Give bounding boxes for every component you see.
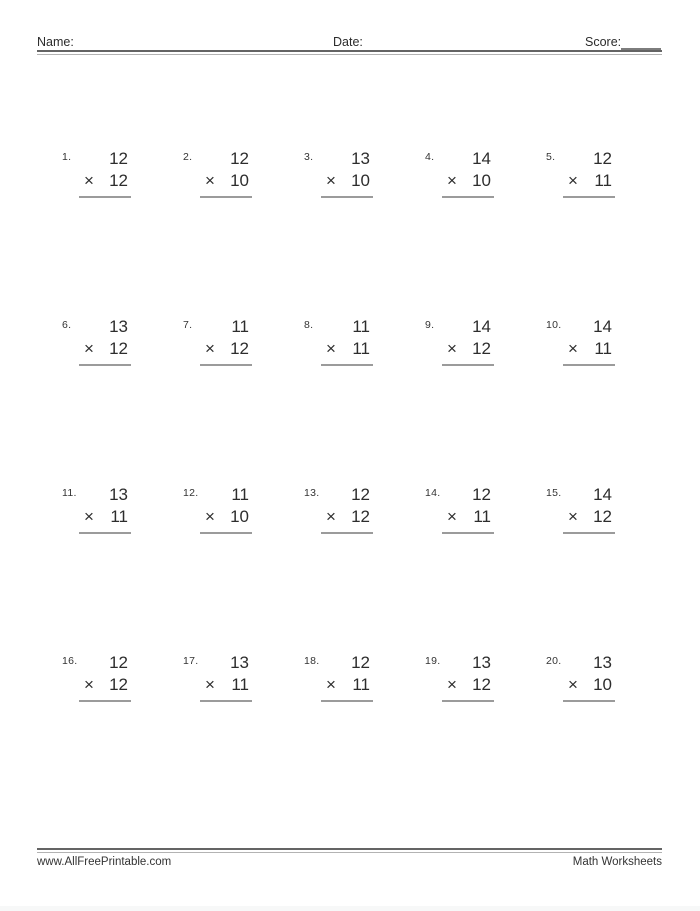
multiply-sign: × <box>447 507 457 526</box>
multiply-sign: × <box>447 339 457 358</box>
multiplier: 12 <box>472 675 491 694</box>
problem <box>62 652 183 820</box>
problem <box>304 484 425 652</box>
multiplier: 12 <box>109 675 128 694</box>
problem-number: 2. <box>183 151 193 163</box>
multiplier: 10 <box>593 675 612 694</box>
problem-number: 1. <box>62 151 72 163</box>
name-label: Name: <box>37 35 74 49</box>
multiply-sign: × <box>326 171 336 190</box>
problem-stack <box>321 484 373 534</box>
problem-stack <box>563 148 615 198</box>
problem-stack <box>79 316 131 366</box>
multiplicand: 12 <box>351 485 370 504</box>
multiplier: 10 <box>230 171 249 190</box>
multiplier: 12 <box>593 507 612 526</box>
problem-stack <box>321 316 373 366</box>
multiplier: 12 <box>472 339 491 358</box>
problem-stack <box>79 652 131 702</box>
multiply-sign: × <box>568 339 578 358</box>
footer-category: Math Worksheets <box>572 856 662 868</box>
problem-stack <box>321 148 373 198</box>
problem <box>425 484 546 652</box>
problem-number: 8. <box>304 319 314 331</box>
multiply-sign: × <box>84 675 94 694</box>
problem <box>425 652 546 820</box>
problem-stack <box>200 652 252 702</box>
multiplicand: 11 <box>352 317 370 336</box>
problem <box>183 148 304 316</box>
multiply-sign: × <box>205 339 215 358</box>
problem <box>546 652 667 820</box>
multiply-sign: × <box>205 675 215 694</box>
multiply-sign: × <box>84 507 94 526</box>
problem-number: 4. <box>425 151 435 163</box>
problem <box>546 148 667 316</box>
problem <box>425 316 546 484</box>
score-blank-line <box>621 38 661 50</box>
multiply-sign: × <box>447 675 457 694</box>
multiplier: 11 <box>352 675 370 694</box>
multiply-sign: × <box>326 675 336 694</box>
multiplier: 12 <box>109 339 128 358</box>
multiplier: 11 <box>594 339 612 358</box>
multiplicand: 14 <box>593 317 612 336</box>
problem <box>183 652 304 820</box>
problem-stack <box>563 652 615 702</box>
footer-rule <box>37 848 662 853</box>
header-rule <box>37 50 662 55</box>
problem-stack <box>200 484 252 534</box>
multiply-sign: × <box>326 507 336 526</box>
problem-stack <box>79 484 131 534</box>
multiplicand: 13 <box>593 653 612 672</box>
multiplicand: 14 <box>472 149 491 168</box>
multiplicand: 13 <box>472 653 491 672</box>
multiplicand: 12 <box>472 485 491 504</box>
problem <box>183 484 304 652</box>
problem <box>304 148 425 316</box>
problem-number: 6. <box>62 319 72 331</box>
problem-number: 13. <box>304 487 320 499</box>
multiplicand: 13 <box>230 653 249 672</box>
problem-stack <box>442 652 494 702</box>
problem-number: 14. <box>425 487 441 499</box>
multiply-sign: × <box>205 507 215 526</box>
problem-number: 5. <box>546 151 556 163</box>
problem-number: 20. <box>546 655 562 667</box>
problem-number: 7. <box>183 319 193 331</box>
problem <box>62 484 183 652</box>
problem-stack <box>563 316 615 366</box>
multiplicand: 12 <box>593 149 612 168</box>
multiplicand: 11 <box>231 485 249 504</box>
multiplier: 10 <box>472 171 491 190</box>
multiply-sign: × <box>84 339 94 358</box>
problem-number: 11. <box>62 487 77 499</box>
multiply-sign: × <box>568 171 578 190</box>
problem-number: 16. <box>62 655 78 667</box>
problem-stack <box>200 148 252 198</box>
problem-number: 18. <box>304 655 320 667</box>
problem-number: 19. <box>425 655 441 667</box>
multiplicand: 14 <box>593 485 612 504</box>
problem-stack <box>442 484 494 534</box>
problem-number: 9. <box>425 319 435 331</box>
problems-grid <box>62 148 667 820</box>
multiplicand: 11 <box>231 317 249 336</box>
problem-number: 12. <box>183 487 199 499</box>
multiplier: 12 <box>109 171 128 190</box>
footer-site-url: www.AllFreePrintable.com <box>37 856 172 868</box>
multiplier: 12 <box>230 339 249 358</box>
problem-stack <box>563 484 615 534</box>
multiplier: 11 <box>110 507 128 526</box>
multiply-sign: × <box>447 171 457 190</box>
multiplicand: 12 <box>230 149 249 168</box>
multiplier: 11 <box>473 507 491 526</box>
problem <box>304 652 425 820</box>
multiplicand: 13 <box>109 317 128 336</box>
multiplier: 10 <box>351 171 370 190</box>
multiplicand: 13 <box>109 485 128 504</box>
problem <box>183 316 304 484</box>
problem-number: 15. <box>546 487 562 499</box>
problem <box>304 316 425 484</box>
problem <box>62 148 183 316</box>
problem-number: 3. <box>304 151 314 163</box>
multiply-sign: × <box>568 507 578 526</box>
multiply-sign: × <box>84 171 94 190</box>
problem <box>546 484 667 652</box>
score-label: Score: <box>585 35 622 49</box>
multiply-sign: × <box>326 339 336 358</box>
multiplicand: 12 <box>351 653 370 672</box>
problem <box>546 316 667 484</box>
problem-number: 17. <box>183 655 199 667</box>
multiplier: 11 <box>594 171 612 190</box>
multiplicand: 12 <box>109 653 128 672</box>
page-bottom-edge <box>0 906 700 911</box>
problem-stack <box>200 316 252 366</box>
problem <box>62 316 183 484</box>
problem-stack <box>79 148 131 198</box>
problem-stack <box>321 652 373 702</box>
problem <box>425 148 546 316</box>
date-label: Date: <box>333 35 363 49</box>
multiplicand: 12 <box>109 149 128 168</box>
multiply-sign: × <box>568 675 578 694</box>
problem-stack <box>442 316 494 366</box>
multiplier: 11 <box>352 339 370 358</box>
problem-number: 10. <box>546 319 562 331</box>
multiplier: 11 <box>231 675 249 694</box>
multiplicand: 13 <box>351 149 370 168</box>
multiplicand: 14 <box>472 317 491 336</box>
problem-stack <box>442 148 494 198</box>
multiplier: 12 <box>351 507 370 526</box>
multiply-sign: × <box>205 171 215 190</box>
multiplier: 10 <box>230 507 249 526</box>
